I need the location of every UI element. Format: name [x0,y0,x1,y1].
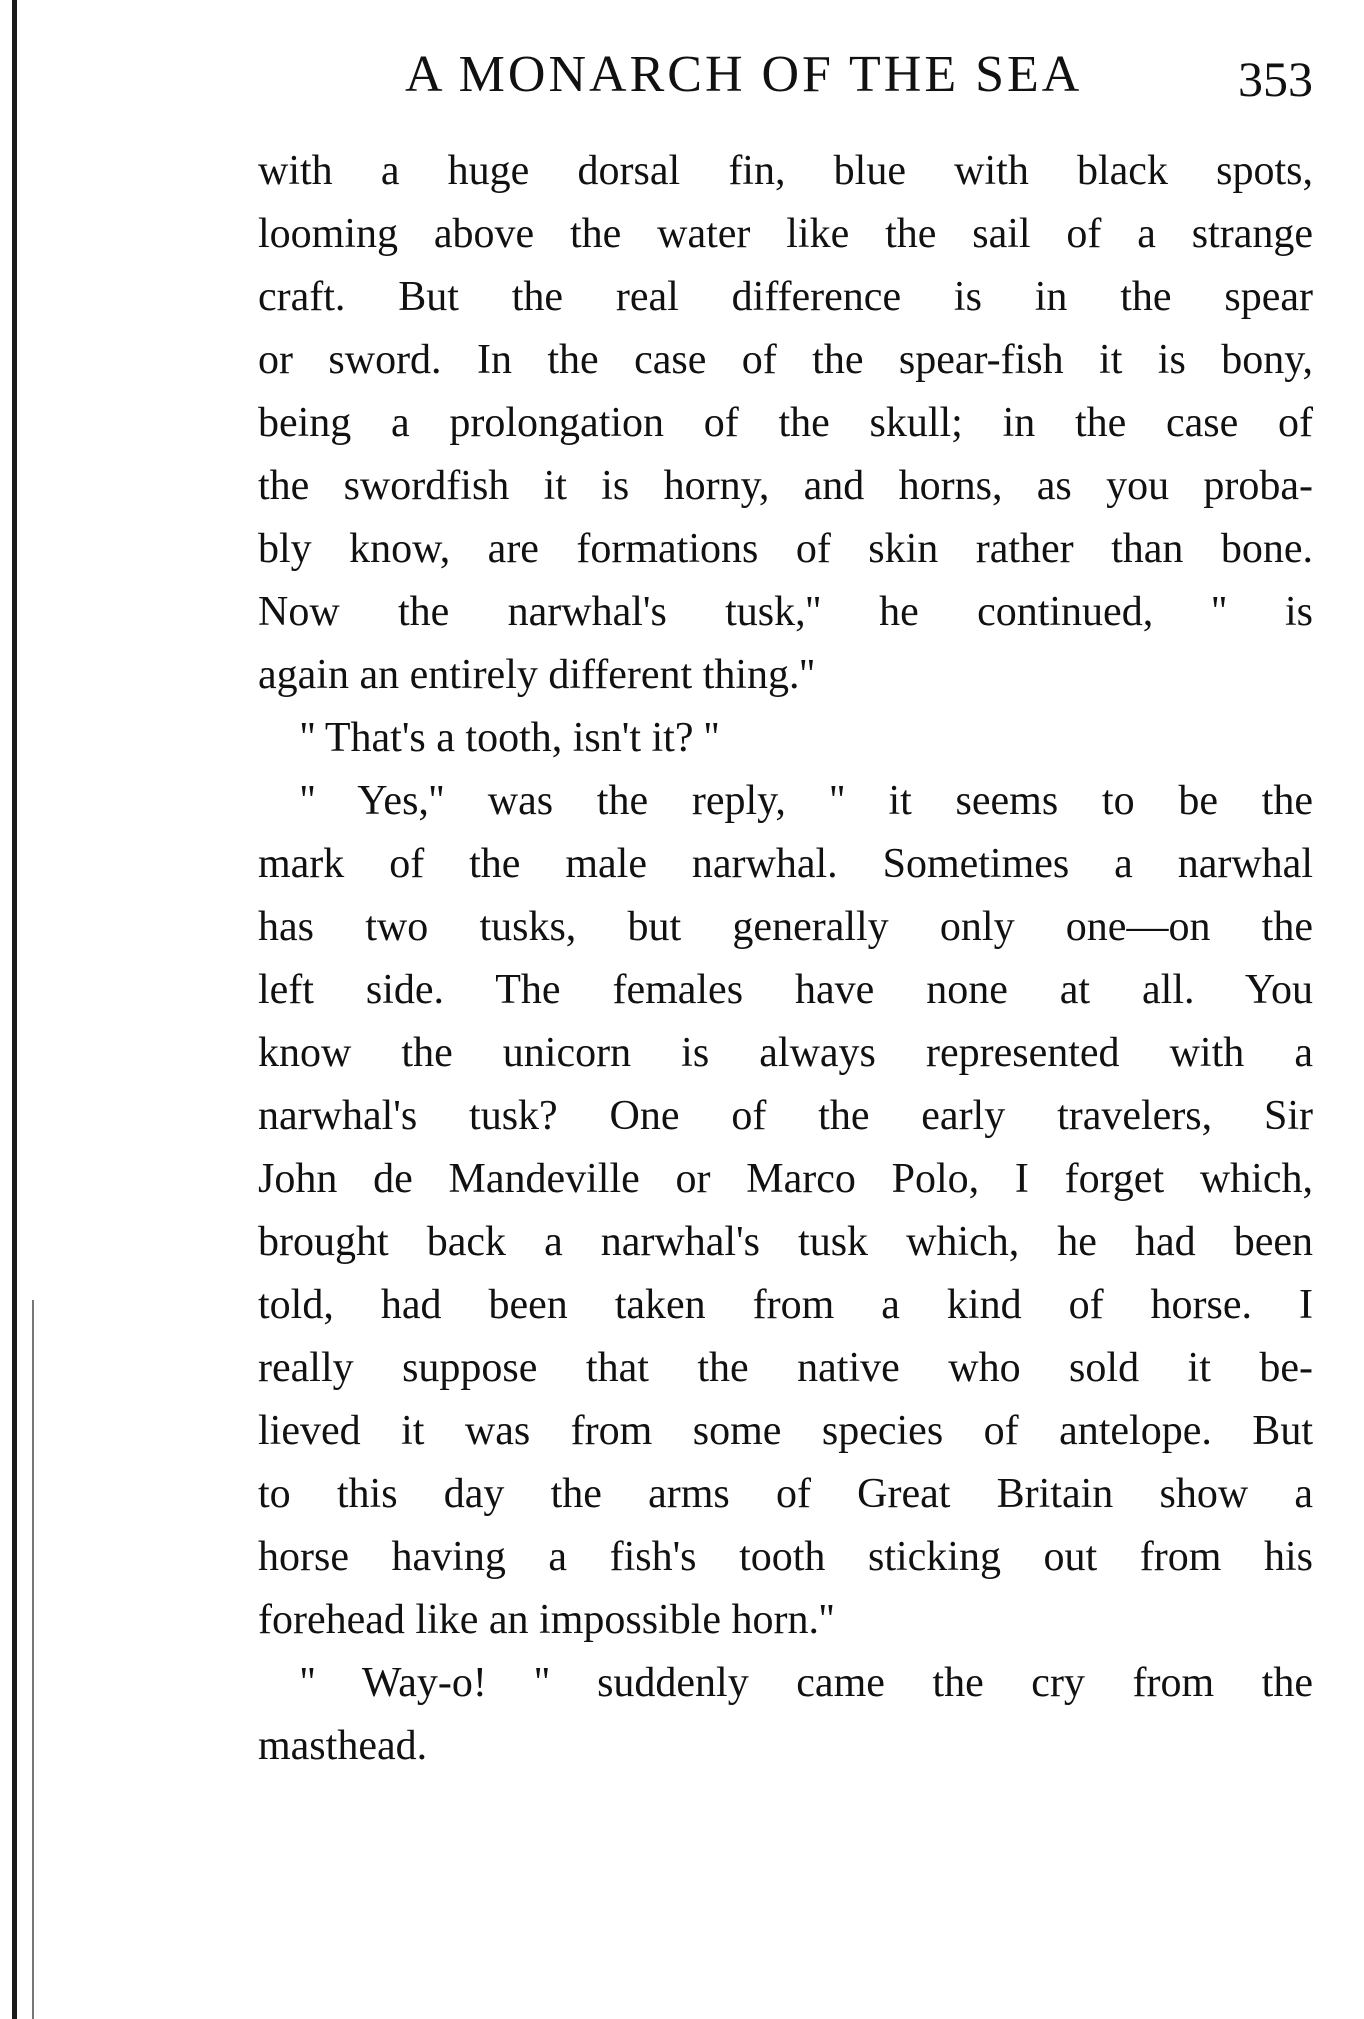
running-head: A MONARCH OF THE SEA [405,46,1083,103]
page-number: 353 [1238,51,1313,107]
text-line: looming above the water like the sail of a strange [258,211,1313,257]
text-line: '' Yes,'' was the reply, '' it seems to be the [300,778,1313,824]
text-line: to this day the arms of Great Britain show a [258,1471,1313,1517]
text-line: Now the narwhal's tusk,'' he continued, '' is [258,589,1313,635]
text-line: brought back a narwhal's tusk which, he had been [258,1219,1313,1265]
text-line: horse having a fish's tooth sticking out from his [258,1534,1313,1580]
text-line: craft. But the real difference is in the spear [258,274,1313,320]
page-binding-shadow [32,1300,34,2019]
text-line: know the unicorn is always represented with a [258,1030,1313,1076]
text-line: bly know, are formations of skin rather than bone. [258,526,1313,572]
text-line: masthead. [258,1723,428,1769]
text-line: again an entirely different thing.'' [258,652,815,698]
text-line: told, had been taken from a kind of horse. I [258,1282,1313,1328]
text-line: forehead like an impossible horn.'' [258,1597,835,1643]
text-line: the swordfish it is horny, and horns, as you proba- [258,463,1313,509]
page-header [255,40,1313,110]
text-line: has two tusks, but generally only one—on the [258,904,1313,950]
text-line: '' That's a tooth, isn't it? '' [300,715,720,761]
text-line: left side. The females have none at all. You [258,967,1313,1013]
text-line: with a huge dorsal fin, blue with black spots, [258,148,1313,194]
text-line: or sword. In the case of the spear-fish it is bony, [258,337,1313,383]
body-text [258,140,1313,1778]
text-line: narwhal's tusk? One of the early travelers, Sir [258,1093,1313,1139]
page-binding-edge [12,0,17,2019]
text-line: being a prolongation of the skull; in the case of [258,400,1313,446]
text-line: mark of the male narwhal. Sometimes a narwhal [258,841,1313,887]
text-line: lieved it was from some species of antelope. But [258,1408,1313,1454]
text-line: John de Mandeville or Marco Polo, I forget which, [258,1156,1313,1202]
text-line: '' Way-o! '' suddenly came the cry from the [300,1660,1313,1706]
text-line: really suppose that the native who sold it be- [258,1345,1313,1391]
